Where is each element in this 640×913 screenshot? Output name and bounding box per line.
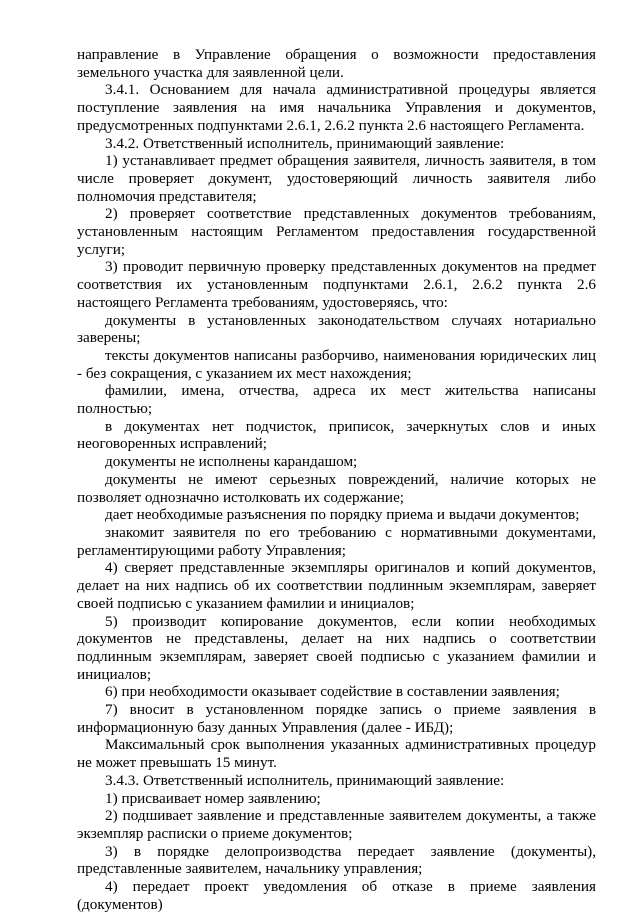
sub-item-no-pencil: документы не исполнены карандашом; bbox=[105, 453, 358, 471]
list-item-3-4-3-1: 1) присваивает номер заявлению; bbox=[105, 789, 321, 807]
list-item-4: 4) сверяет представленные экземпляры оригиналов и копий документов, делает на них надпись об их соответствии подлинным экземплярам, заверяет своей подписью с указанием фамилии и инициалов; bbox=[77, 559, 596, 612]
document-page bbox=[77, 46, 596, 913]
paragraph-3-4-3: 3.4.3. Ответственный исполнитель, принимающий заявление: bbox=[105, 771, 505, 789]
list-item-7: 7) вносит в установленном порядке запись о приеме заявления в информационную базу данных Управления (далее - ИБД); bbox=[77, 701, 596, 736]
list-item-2: 2) проверяет соответствие представленных документов требованиям, установленным настоящим Регламентом предоставления государственной услуги; bbox=[77, 205, 596, 258]
list-item-1: 1) устанавливает предмет обращения заявителя, личность заявителя, в том числе проверяет документ, удостоверяющий личность заявителя либо полномочия представителя; bbox=[77, 152, 596, 205]
list-item-3-4-3-2: 2) подшивает заявление и представленные заявителем документы, а также экземпляр расписки о приеме документов; bbox=[77, 807, 596, 842]
paragraph-max-time: Максимальный срок выполнения указанных административных процедур не может превышать 15 минут. bbox=[77, 736, 596, 772]
list-item-3: 3) проводит первичную проверку представленных документов на предмет соответствия их установленным подпунктами 2.6.1, 2.6.2 пункта 2.6 настоящего Регламента требованиям, удостоверяясь, что: bbox=[77, 258, 596, 311]
sub-item-no-damage: документы не имеют серьезных повреждений, наличие которых не позволяет однозначно истолковать их содержание; bbox=[77, 470, 596, 506]
sub-item-explanations: дает необходимые разъяснения по порядку приема и выдачи документов; bbox=[105, 506, 580, 524]
sub-item-notarized: документы в установленных законодательством случаях нотариально заверены; bbox=[77, 311, 596, 347]
list-item-6: 6) при необходимости оказывает содействие в составлении заявления; bbox=[105, 683, 560, 701]
paragraph-3-4-2: 3.4.2. Ответственный исполнитель, принимающий заявление: bbox=[105, 134, 505, 152]
paragraph-continuation: направление в Управление обращения о возможности предоставления земельного участка для заявленной цели. bbox=[77, 46, 596, 81]
sub-item-legible: тексты документов написаны разборчиво, наименования юридических лиц - без сокращения, с указанием их мест нахождения; bbox=[77, 346, 596, 382]
list-item-5: 5) производит копирование документов, если копии необходимых документов не представлены, делает на них надпись о соответствии подлинным экземплярам, заверяет своей подписью с указанием фамилии и инициалов; bbox=[77, 612, 596, 683]
paragraph-3-4-1: 3.4.1. Основанием для начала административной процедуры является поступление заявления на имя начальника Управления и документов, предусмотренных подпунктами 2.6.1, 2.6.2 пункта 2.6 настоящего Регламента. bbox=[77, 81, 596, 134]
list-item-3-4-3-3: 3) в порядке делопроизводства передает заявление (документы), представленные заявителем, начальнику управления; bbox=[77, 842, 596, 878]
sub-item-acquaints: знакомит заявителя по его требованию с нормативными документами, регламентирующими работу Управления; bbox=[77, 523, 596, 559]
sub-item-full-names: фамилии, имена, отчества, адреса их мест жительства написаны полностью; bbox=[77, 382, 596, 418]
sub-item-no-erasures: в документах нет подчисток, приписок, зачеркнутых слов и иных неоговоренных исправлений; bbox=[77, 417, 596, 453]
list-item-3-4-3-4: 4) передает проект уведомления об отказе в приеме заявления (документов) bbox=[77, 878, 596, 913]
